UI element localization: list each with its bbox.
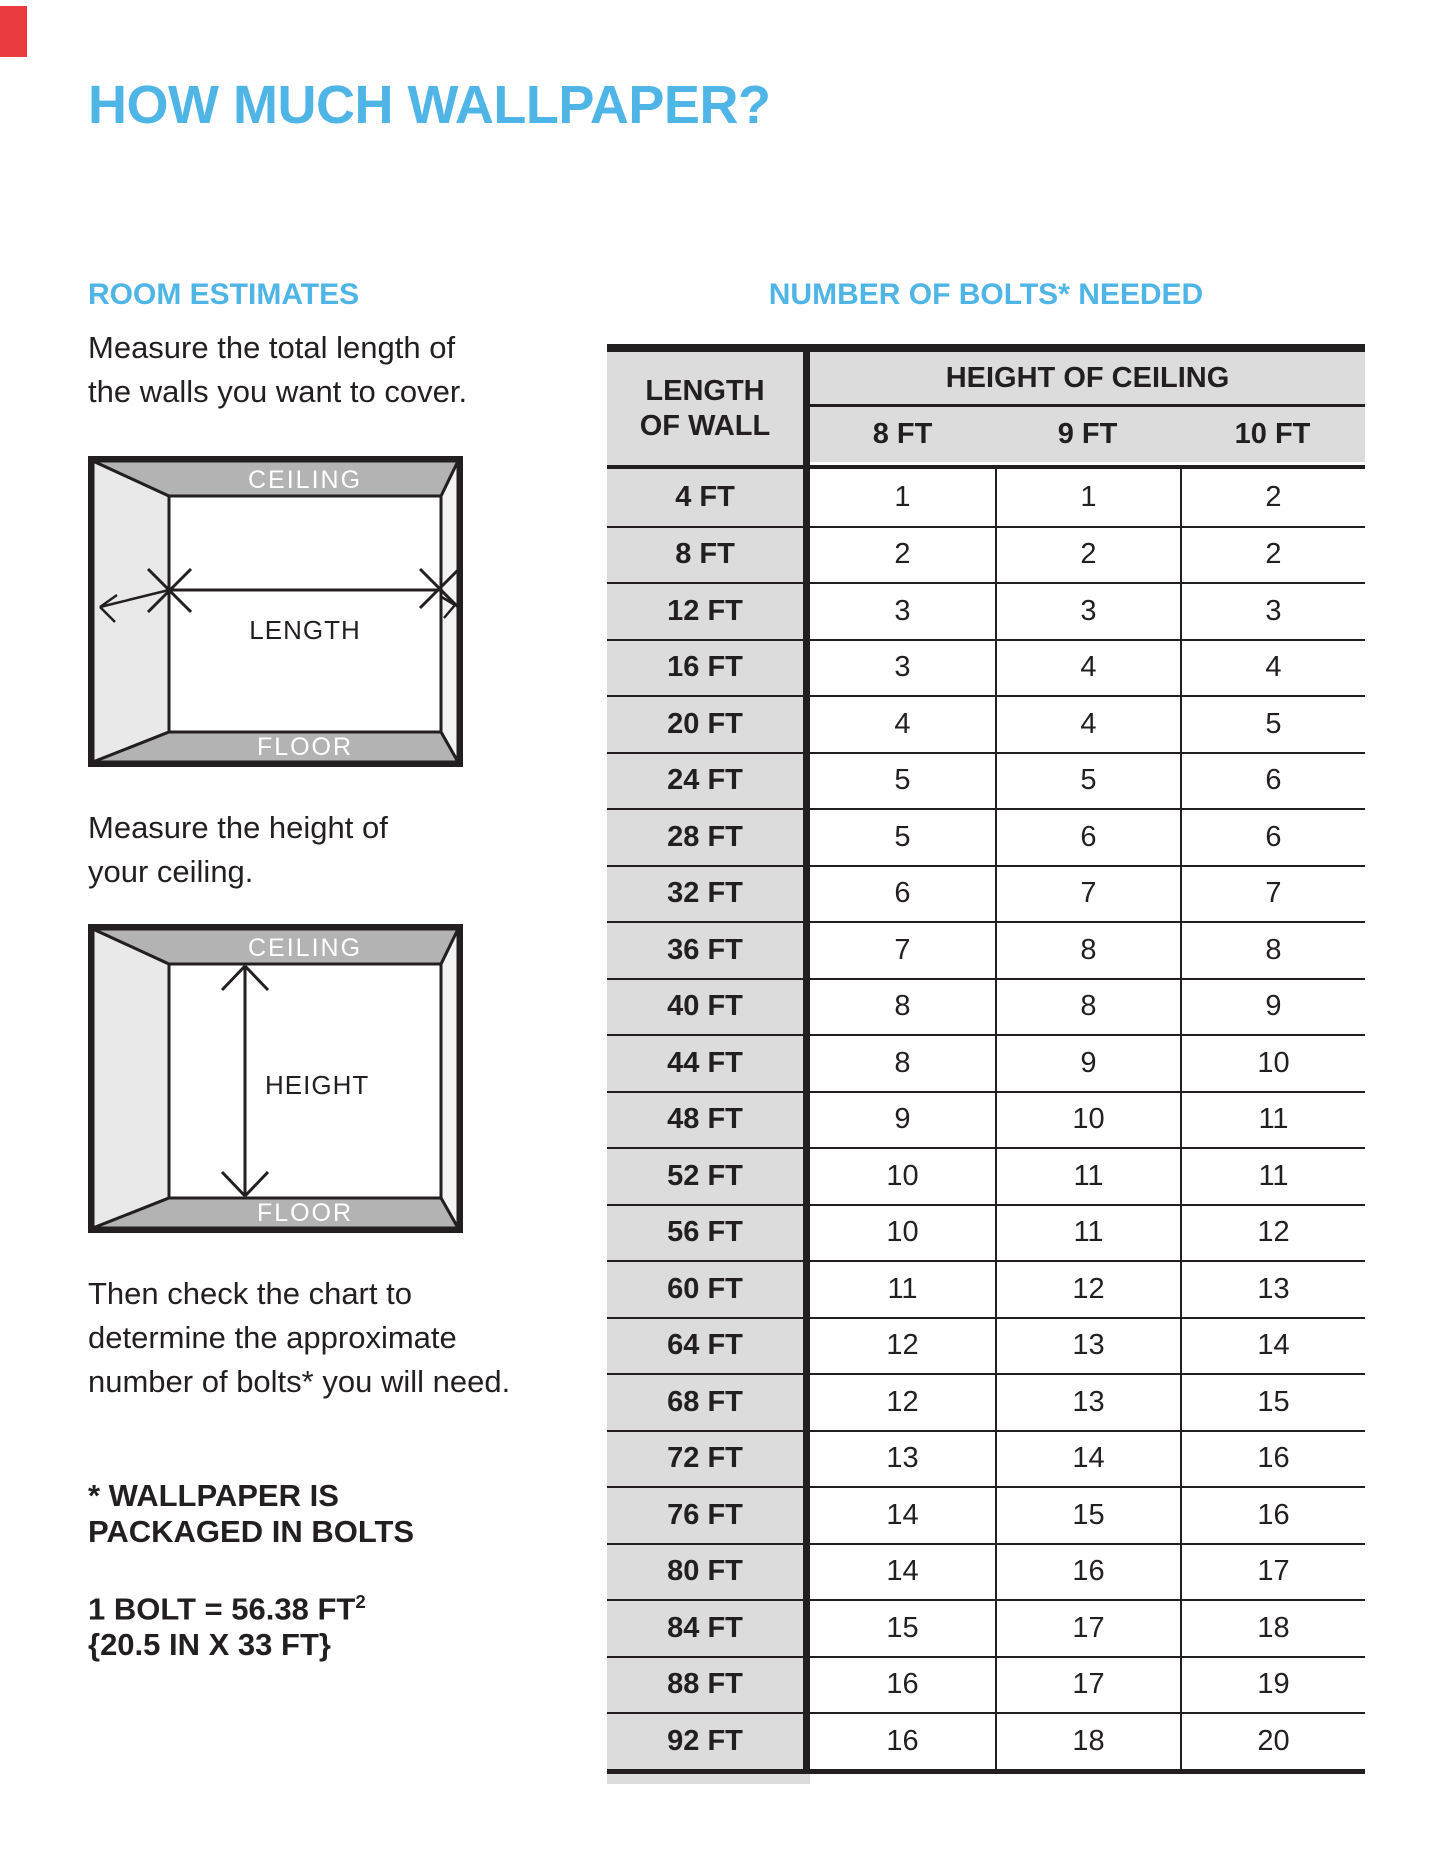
length-label: LENGTH [249, 615, 361, 645]
step2-line1: Measure the height of [88, 810, 388, 845]
bolt-count-cell: 5 [1180, 697, 1365, 752]
wall-length-label: 12 FT [607, 584, 810, 639]
table-row [607, 1091, 1365, 1148]
bolt-count-cell: 8 [810, 980, 995, 1035]
bolt-count-cell: 10 [810, 1149, 995, 1204]
bolt-spec-line1: 1 BOLT = 56.38 $FT^2$ [88, 1591, 366, 1627]
bolt-count-cell: 3 [1180, 584, 1365, 639]
wall-length-label: 84 FT [607, 1601, 810, 1656]
bolt-count-cell: 11 [995, 1206, 1180, 1261]
bolts-table [607, 344, 1365, 1784]
ceiling-label: CEILING [247, 466, 363, 494]
bolt-count-cell: 19 [1180, 1658, 1365, 1713]
wall-length-label: 16 FT [607, 641, 810, 696]
red-corner-mark [0, 6, 27, 57]
bolt-count-cell: 2 [995, 528, 1180, 583]
bolt-count-cell: 8 [1180, 923, 1365, 978]
bolt-count-cell: 4 [995, 641, 1180, 696]
bolt-count-cell: 13 [995, 1319, 1180, 1374]
bolt-count-cell: 14 [1180, 1319, 1365, 1374]
col-header-10ft: 10 FT [1234, 418, 1311, 450]
bolts-needed-heading: NUMBER OF BOLTS* NEEDED [768, 278, 1204, 311]
bolt-count-cell: 8 [995, 923, 1180, 978]
bolt-count-cell: 9 [1180, 980, 1365, 1035]
table-header [607, 352, 1365, 469]
bolt-count-cell: 14 [995, 1432, 1180, 1487]
ceiling-label: CEILING [247, 934, 363, 962]
table-row [607, 1656, 1365, 1713]
bolt-count-cell: 6 [810, 867, 995, 922]
bolt-count-cell: 4 [995, 697, 1180, 752]
wall-length-label: 48 FT [607, 1093, 810, 1148]
table-row [607, 639, 1365, 696]
bolt-count-cell: 1 [810, 469, 995, 526]
wall-length-label: 92 FT [607, 1714, 810, 1769]
bolt-count-cell: 9 [995, 1036, 1180, 1091]
wall-length-label: 32 FT [607, 867, 810, 922]
bolt-count-cell: 16 [995, 1545, 1180, 1600]
bolt-count-cell: 16 [810, 1714, 995, 1769]
step2-text [88, 806, 388, 894]
step2-line2: your ceiling. [88, 854, 254, 889]
bolt-count-cell: 16 [1180, 1488, 1365, 1543]
room-diagram-length [88, 456, 463, 767]
wall-length-label: 88 FT [607, 1658, 810, 1713]
bolt-count-cell: 17 [995, 1658, 1180, 1713]
wall-length-label: 60 FT [607, 1262, 810, 1317]
bolt-count-cell: 5 [995, 754, 1180, 809]
table-row [607, 1260, 1365, 1317]
bolt-count-cell: 7 [810, 923, 995, 978]
wall-length-label: 44 FT [607, 1036, 810, 1091]
wall-length-label: 56 FT [607, 1206, 810, 1261]
wall-length-label: 4 FT [607, 469, 810, 526]
bolt-count-cell: 16 [1180, 1432, 1365, 1487]
bolt-count-cell: 3 [810, 584, 995, 639]
bolt-count-cell: 2 [1180, 528, 1365, 583]
wall-length-label: 36 FT [607, 923, 810, 978]
bolt-count-cell: 4 [810, 697, 995, 752]
table-row [607, 582, 1365, 639]
length-of-wall-header [607, 352, 810, 465]
bolt-count-cell: 15 [1180, 1375, 1365, 1430]
bolt-count-cell: 13 [1180, 1262, 1365, 1317]
bolt-count-cell: 7 [1180, 867, 1365, 922]
height-label: HEIGHT [265, 1070, 370, 1100]
table-row [607, 1543, 1365, 1600]
col-header-8ft: 8 FT [872, 418, 933, 450]
bolt-count-cell: 6 [1180, 810, 1365, 865]
wall-length-label: 28 FT [607, 810, 810, 865]
bolt-count-cell: 9 [810, 1093, 995, 1148]
footnote-line2: PACKAGED IN BOLTS [88, 1514, 415, 1549]
bolt-count-cell: 15 [995, 1488, 1180, 1543]
wall-length-label: 72 FT [607, 1432, 810, 1487]
table-row [607, 469, 1365, 526]
bolt-count-cell: 6 [1180, 754, 1365, 809]
step3-line3: number of bolts* you will need. [88, 1364, 511, 1399]
table-row [607, 752, 1365, 809]
bolt-count-cell: 3 [995, 584, 1180, 639]
bolt-count-cell: 18 [995, 1714, 1180, 1769]
bolt-count-cell: 10 [810, 1206, 995, 1261]
bolt-spec-superscript: 2 [355, 1591, 366, 1612]
step1-text [88, 326, 467, 414]
table-row [607, 1147, 1365, 1204]
table-row [607, 526, 1365, 583]
wall-length-label: 20 FT [607, 697, 810, 752]
bolt-count-cell: 11 [810, 1262, 995, 1317]
left-wall [93, 929, 169, 1228]
wall-length-label: 76 FT [607, 1488, 810, 1543]
wall-length-label: 24 FT [607, 754, 810, 809]
bolt-count-cell: 7 [995, 867, 1180, 922]
floor-label: FLOOR [256, 1199, 354, 1227]
col-header-9ft: 9 FT [1057, 418, 1118, 450]
table-top-bar [607, 344, 1365, 352]
table-row [607, 695, 1365, 752]
bolt-count-cell: 13 [995, 1375, 1180, 1430]
bolt-count-cell: 13 [810, 1432, 995, 1487]
right-wall [441, 929, 458, 1228]
bolt-count-cell: 8 [995, 980, 1180, 1035]
table-row [607, 1204, 1365, 1261]
bolts-footnote [88, 1478, 414, 1550]
length-header-line2: OF WALL [639, 409, 771, 442]
bolt-count-cell: 11 [1180, 1093, 1365, 1148]
wall-length-label: 80 FT [607, 1545, 810, 1600]
bolt-count-cell: 12 [810, 1375, 995, 1430]
column-headers [810, 407, 1365, 462]
bolt-count-cell: 12 [1180, 1206, 1365, 1261]
table-bottom-stub [607, 1774, 810, 1784]
bolt-count-cell: 18 [1180, 1601, 1365, 1656]
bolt-spec-line2: {20.5 IN X 33 FT} [88, 1627, 331, 1663]
height-of-ceiling-header: HEIGHT OF CEILING [810, 352, 1365, 407]
wall-length-label: 64 FT [607, 1319, 810, 1374]
step3-line1: Then check the chart to [88, 1276, 412, 1311]
bolt-count-cell: 14 [810, 1545, 995, 1600]
bolt-count-cell: 5 [810, 810, 995, 865]
table-row [607, 1034, 1365, 1091]
bolt-count-cell: 3 [810, 641, 995, 696]
bolt-count-cell: 16 [810, 1658, 995, 1713]
table-row [607, 808, 1365, 865]
step1-line2: the walls you want to cover. [88, 374, 468, 409]
table-row [607, 865, 1365, 922]
step3-text [88, 1272, 510, 1404]
bolt-count-cell: 10 [995, 1093, 1180, 1148]
bolt-count-cell: 11 [1180, 1149, 1365, 1204]
bolt-count-cell: 1 [995, 469, 1180, 526]
bolt-count-cell: 12 [810, 1319, 995, 1374]
table-row [607, 1599, 1365, 1656]
table-row [607, 978, 1365, 1035]
room-diagram-height [88, 924, 463, 1233]
wall-length-label: 8 FT [607, 528, 810, 583]
table-body [607, 469, 1365, 1769]
bolt-count-cell: 4 [1180, 641, 1365, 696]
bolt-count-cell: 2 [810, 528, 995, 583]
page-title: HOW MUCH WALLPAPER? [88, 75, 771, 135]
bolt-count-cell: 17 [995, 1601, 1180, 1656]
floor-label: FLOOR [256, 733, 354, 761]
step3-line2: determine the approximate [88, 1320, 457, 1355]
table-row [607, 1712, 1365, 1769]
bolt-count-cell: 17 [1180, 1545, 1365, 1600]
bolt-count-cell: 5 [810, 754, 995, 809]
footnote-line1: * WALLPAPER IS [88, 1478, 339, 1513]
bolt-count-cell: 14 [810, 1488, 995, 1543]
table-row [607, 1486, 1365, 1543]
wall-length-label: 52 FT [607, 1149, 810, 1204]
table-row [607, 1373, 1365, 1430]
table-row [607, 1430, 1365, 1487]
bolt-count-cell: 8 [810, 1036, 995, 1091]
table-row [607, 1317, 1365, 1374]
bolt-count-cell: 6 [995, 810, 1180, 865]
bolt-spec [88, 1584, 366, 1663]
wall-length-label: 68 FT [607, 1375, 810, 1430]
step1-line1: Measure the total length of [88, 330, 456, 365]
bolt-count-cell: 2 [1180, 469, 1365, 526]
bolt-count-cell: 20 [1180, 1714, 1365, 1769]
bolt-count-cell: 11 [995, 1149, 1180, 1204]
table-row [607, 921, 1365, 978]
bolt-count-cell: 10 [1180, 1036, 1365, 1091]
wall-length-label: 40 FT [607, 980, 810, 1035]
room-estimates-heading: ROOM ESTIMATES [88, 278, 360, 311]
bolt-count-cell: 15 [810, 1601, 995, 1656]
height-header-group [810, 352, 1365, 465]
bolt-count-cell: 12 [995, 1262, 1180, 1317]
length-header-line1: LENGTH [645, 374, 765, 407]
